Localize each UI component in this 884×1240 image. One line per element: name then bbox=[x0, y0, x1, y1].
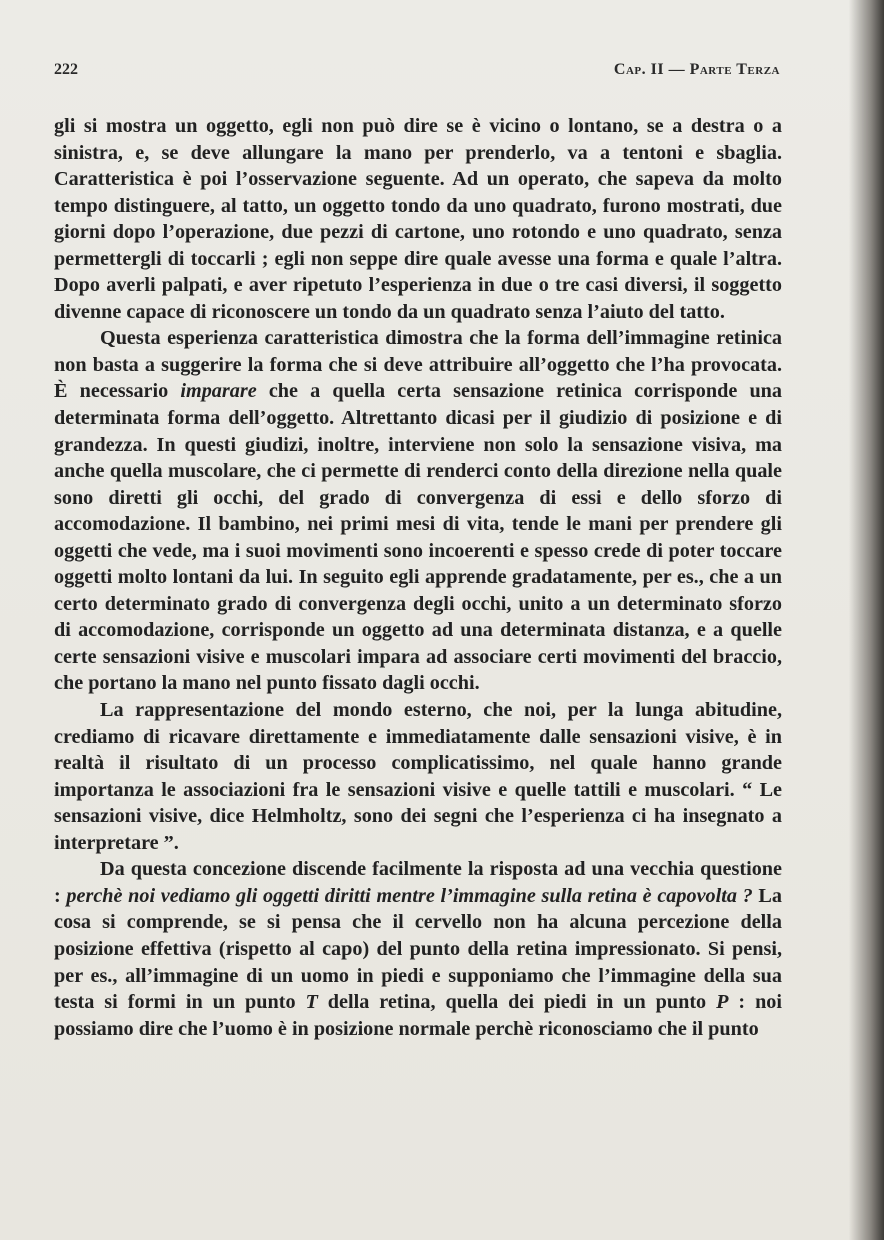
text-segment: che a quella certa sensazione retinica corrisponde una determinata forma dell’oggetto. Altrettanto dicasi per il giudizio di posizione e di grandezza. In questi giudizi, inoltre, interviene non solo la sensazione visiva, ma anche quella muscolare, che ci permette di renderci conto della direzione nella quale sono diretti gli occhi, del grado di convergenza di essi e dello sforzo di accomodazione. Il bambino, nei primi mesi di vita, tende le mani per prendere gli oggetti che vede, ma i suoi movimenti sono incoerenti e spesso crede di poter toccare oggetti molto lontani da lui. In seguito egli apprende gradatamente, per es., che a un certo determinato grado di convergenza degli occhi, unito a un determinato sforzo di accomodazione, corrisponde un oggetto ad una determinata distanza, e a quelle certe sensazioni visive e muscolari impara ad associare certi movimenti del braccio, che portano la mano nel punto fissato dagli occhi. bbox=[54, 380, 783, 695]
paragraph bbox=[54, 113, 782, 325]
text-segment: della retina, quella dei piedi in un punto bbox=[317, 991, 717, 1014]
text-segment: : noi possiamo dire che l’uomo è in posizione normale perchè riconosciamo che il punto bbox=[54, 991, 783, 1040]
text-segment-italic: imparare bbox=[180, 380, 257, 403]
text-segment: La rappresentazione del mondo esterno, che noi, per la lunga abitudine, crediamo di ricavare direttamente e immediatamente dalle sensazioni visive, è in realtà il risultato di un processo complicatissimo, nel quale hanno grande importanza le associazioni fra le sensazioni visive e quelle tattili e muscolari. “ Le sensazioni visive, dice Helmholtz, sono dei segni che l’esperienza ci ha insegnato a interpretare ”. bbox=[54, 699, 782, 854]
paragraph bbox=[54, 325, 782, 697]
body-text bbox=[54, 113, 782, 1042]
paragraph bbox=[54, 697, 782, 856]
text-segment: Questa esperienza caratteristica dimostra che la forma dell’immagine retinica non basta a suggerire la forma che si deve attribuire all’oggetto che l’ha provocata. È necessario bbox=[54, 327, 782, 403]
text-segment: gli si mostra un oggetto, egli non può dire se è vicino o lontano, se a destra o a sinistra, e, se deve allungare la mano per prenderlo, va a tentoni e sbaglia. Caratteristica è poi l’osservazione seguente. Ad un operato, che sapeva da molto tempo distinguere, al tatto, un oggetto tondo da uno quadrato, furono mostrati, due giorni dopo l’operazione, due pezzi di cartone, uno rotondo e uno quadrato, senza permettergli di toccarli ; egli non seppe dire quale avesse una forma e quale l’altra. Dopo averli palpati, e aver ripetuto l’esperienza in due o tre casi diversi, il soggetto divenne capace di riconoscere un tondo da un quadrato senza l’aiuto del tatto. bbox=[54, 115, 782, 323]
page-number: 222 bbox=[54, 61, 78, 78]
page-header bbox=[54, 61, 780, 85]
text-segment-italic: T bbox=[305, 991, 318, 1014]
text-segment: Da questa concezione discende facilmente la risposta ad una vecchia questione : bbox=[54, 858, 782, 907]
text-segment: La cosa si comprende, se si pensa che il cervello non ha alcuna percezione della posizione effettiva (rispetto al capo) del punto della retina impressionato. Si pensi, per es., all’immagine di un uomo in piedi e supponiamo che l’immagine della sua testa si formi in un punto bbox=[54, 884, 782, 1014]
running-head: Cap. II — Parte Terza bbox=[613, 61, 780, 78]
text-segment-italic: P bbox=[716, 991, 729, 1014]
text-segment-italic: perchè noi vediamo gli oggetti diritti mentre l’immagine sulla retina è capovolta ? bbox=[66, 884, 753, 907]
paragraph bbox=[54, 856, 782, 1042]
